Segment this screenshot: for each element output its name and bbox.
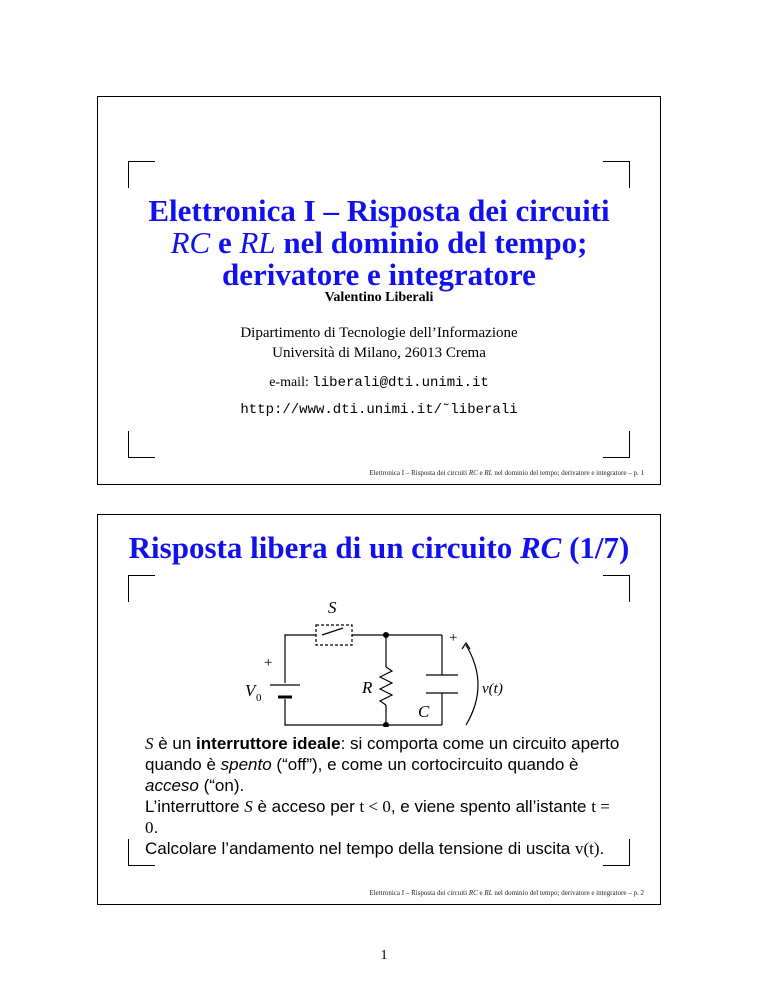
email-label: e-mail: [269,375,313,390]
paragraph-switch-definition [145,733,625,796]
title-and: e [210,225,240,260]
text: Calcolare l’andamento nel tempo della tensione di uscita [145,839,575,858]
output-voltage: v(t) [574,839,600,858]
footer-rl: RL [484,889,493,897]
source-subscript: 0 [256,692,262,704]
footer-page: nel dominio del tempo; derivatore e integratore – p. 1 [492,469,644,477]
corner-mark-bottom-left [128,431,155,458]
output-voltage-arc [466,645,478,725]
bold-term: interruttore ideale [196,734,341,753]
footer-page: nel dominio del tempo; derivatore e integratore – p. 2 [492,889,644,897]
title-line-3: derivatore e integratore [222,257,536,292]
slide-title [98,530,660,566]
title-line-2 [98,227,660,259]
text: . [153,818,159,837]
presentation-title [98,195,660,291]
content-slide [97,514,661,905]
footer-and: e [477,889,485,897]
title-rl: RL [239,225,276,260]
rc-circuit-diagram [228,595,528,727]
text: (“off”), e come un cortocircuito quando è [271,755,579,774]
slide-footer [369,889,644,897]
junction-top [383,632,389,638]
italic-term-off: spento [220,755,272,774]
output-plus-sign: + [449,630,458,646]
corner-mark-top-right [603,575,630,602]
symbol-s: S [145,734,154,753]
junction-bottom [383,722,389,727]
condition-t-negative: t < 0 [359,797,391,816]
slide-title-rc: RC [519,530,562,565]
footer-rc: RC [468,889,478,897]
affiliation [98,323,660,363]
footer-rc: RC [468,469,478,477]
text: è acceso per [252,797,360,816]
corner-mark-bottom-right [603,431,630,458]
footer-rl: RL [484,469,493,477]
title-line-1: Elettronica I – Risposta dei circuiti [148,193,610,228]
slide-footer [369,469,644,477]
title-rc: RC [170,225,211,260]
author-name: Valentino Liberali [324,290,434,305]
symbol-s: S [244,797,253,816]
resistor-zigzag [380,667,392,705]
affiliation-university: Università di Milano, 26013 Crema [272,345,486,361]
capacitor-label: C [418,702,430,721]
paragraph-switch-timing [145,796,625,838]
italic-term-on: acceso [145,776,199,795]
switch-label: S [328,598,337,617]
email-line [98,375,660,391]
slide-body [145,733,625,859]
text: è un [153,734,197,753]
corner-mark-top-right [603,161,630,188]
footer-and: e [477,469,485,477]
page-number: 1 [380,948,388,963]
text: , e viene spento all’istante [390,797,592,816]
condition-t-zero: t = 0 [145,797,610,837]
affiliation-department: Dipartimento di Tecnologie dell’Informazione [240,325,518,341]
paragraph-task [145,838,625,859]
footer-text: Elettronica I – Risposta dei circuiti [369,889,469,897]
resistor-label: R [362,678,373,697]
corner-mark-top-left [128,161,155,188]
text: L’interruttore [145,797,245,816]
title-line-2-rest: nel dominio del tempo; [275,225,588,260]
slide-title-text: Risposta libera di un circuito [128,530,520,565]
footer-text: Elettronica I – Risposta dei circuiti [369,469,469,477]
output-label: v(t) [482,681,503,697]
homepage-url[interactable]: http://www.dti.unimi.it/˜liberali [240,402,518,418]
title-slide [97,96,661,485]
text: : si comporta come un circuito aperto quando è [145,734,620,774]
source-plus-sign: + [264,655,273,671]
slide-title-part: (1/7) [561,530,630,565]
switch-blade [322,628,343,635]
source-label: V [245,681,256,700]
text: . [599,839,605,858]
wire-top-left [285,635,316,683]
switch-box [316,625,352,645]
corner-mark-top-left [128,575,155,602]
email-address[interactable]: liberali@dti.unimi.it [312,375,489,391]
text: (“on). [198,776,245,795]
